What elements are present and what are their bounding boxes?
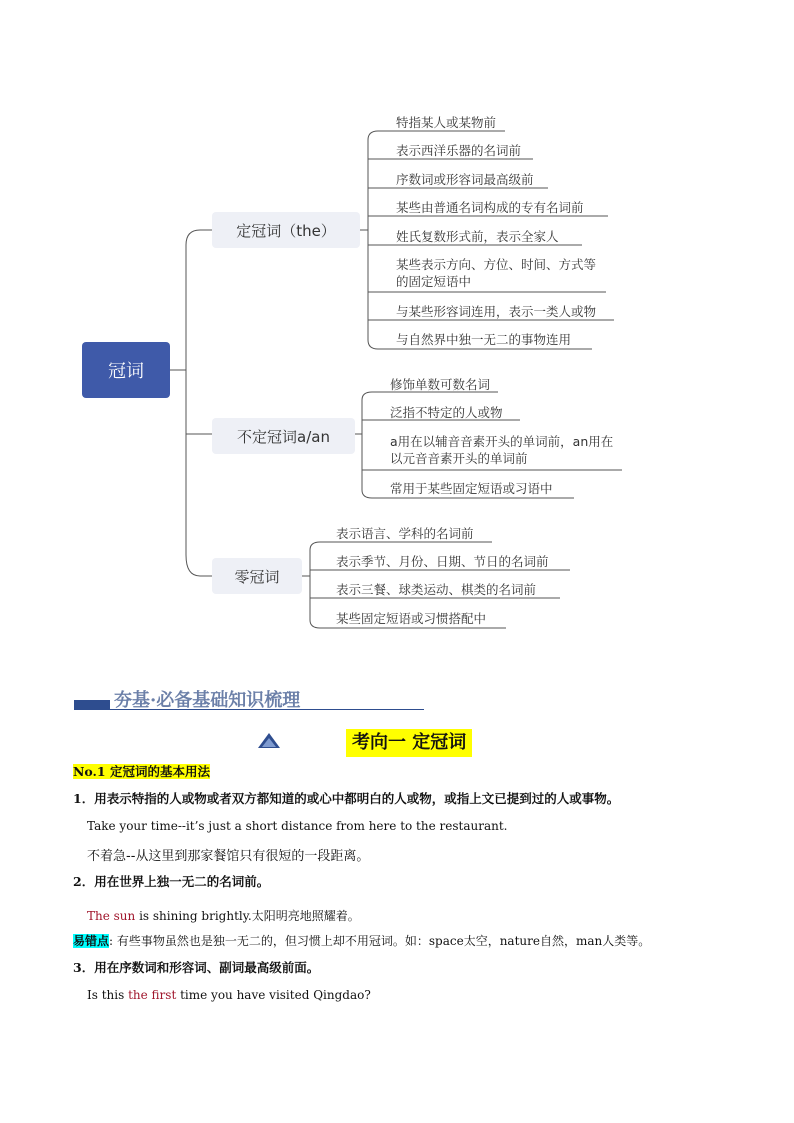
example-2 [87, 907, 360, 925]
leaf-item: 泛指不特定的人或物 [390, 405, 503, 420]
mind-map-root: 冠词 [82, 342, 170, 398]
example-1-chinese: 不着急--从这里到那家餐馆只有很短的一段距离。 [87, 849, 370, 864]
leaf-item: 序数词或形容词最高级前 [396, 172, 534, 187]
leaf-item: 姓氏复数形式前，表示全家人 [396, 229, 559, 244]
rule-2: 2．用在世界上独一无二的名词前。 [73, 874, 270, 889]
note-line [73, 932, 650, 950]
leaf-item: a用在以辅音音素开头的单词前，an用在以元音音素开头的单词前 [390, 434, 614, 466]
example-1-english: Take your time--it’s just a short distance from here to the restaurant. [87, 819, 508, 833]
leaf-item: 某些固定短语或习惯搭配中 [336, 611, 487, 626]
leaf-item: 特指某人或某物前 [396, 115, 497, 130]
triangle-icon-inner [262, 738, 276, 747]
example-3-highlight: the first [128, 988, 177, 1002]
leaf-item: 与自然界中独一无二的事物连用 [396, 332, 572, 347]
leaf-item: 表示西洋乐器的名词前 [396, 143, 522, 158]
example-3 [87, 986, 371, 1004]
section-heading-text: 夯基·必备基础知识梳理 [114, 690, 301, 711]
section-heading [74, 686, 424, 712]
branch-zero-article: 零冠词 [212, 558, 302, 594]
leaf-item: 与某些形容词连用，表示一类人或物 [396, 304, 597, 319]
rule-3: 3．用在序数词和形容词、副词最高级前面。 [73, 960, 320, 975]
topic-title: 考向一 定冠词 [346, 729, 472, 757]
leaf-item: 某些由普通名词构成的专有名词前 [396, 200, 584, 215]
leaf-item: 表示三餐、球类运动、棋类的名词前 [336, 582, 537, 597]
leaf-item: 某些表示方向、方位、时间、方式等的固定短语中 [396, 257, 597, 289]
no1-label: No.1 定冠词的基本用法 [73, 764, 210, 779]
example-3-pre: Is this [87, 988, 129, 1002]
note-label: 易错点 [73, 934, 110, 948]
example-2-rest: is shining brightly.太阳明亮地照耀着。 [135, 909, 360, 923]
rule-1: 1．用表示特指的人或物或者双方都知道的或心中都明白的人或物，或指上文已提到过的人或事物。 [73, 791, 620, 806]
branch-definite-article: 定冠词（the） [212, 212, 360, 248]
leaf-item: 常用于某些固定短语或习语中 [390, 481, 553, 496]
leaf-item: 表示语言、学科的名词前 [336, 526, 474, 541]
example-2-highlight: The sun [87, 909, 136, 923]
example-3-post: time you have visited Qingdao? [176, 988, 371, 1002]
heading-bar-decoration [74, 700, 110, 710]
leaf-item: 修饰单数可数名词 [390, 377, 491, 392]
branch-indefinite-article: 不定冠词a/an [212, 418, 355, 454]
leaf-item: 表示季节、月份、日期、节日的名词前 [336, 554, 549, 569]
note-text: : 有些事物虽然也是独一无二的，但习惯上却不用冠词。如：space太空，nature自然，man人类等。 [109, 934, 651, 948]
